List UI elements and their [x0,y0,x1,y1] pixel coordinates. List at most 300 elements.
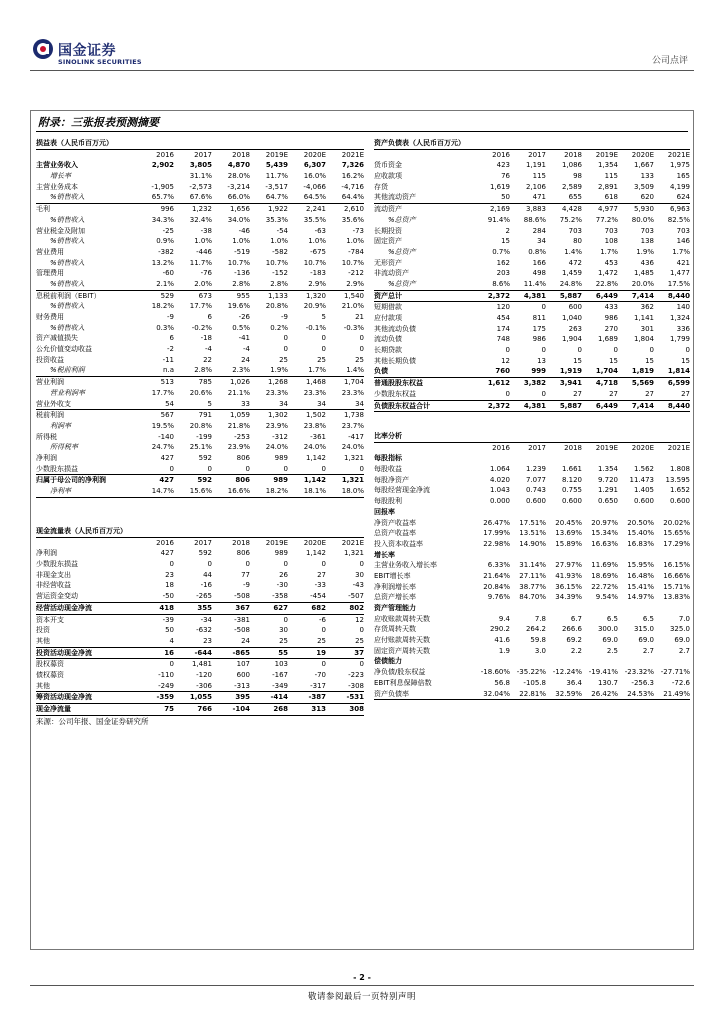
table-cell: 618 [604,193,618,202]
table-row [36,559,364,570]
table-cell: -381 [234,615,250,624]
table-cell: 989 [274,453,288,462]
table-cell: 1.4% [346,366,364,375]
table-cell: 26.47% [483,518,510,527]
row-label: 非流动资产 [374,269,409,278]
year-header: 2021E [667,443,690,452]
year-header: 2017 [194,150,212,159]
row-label: 总资产增长率 [374,593,416,602]
table-cell: 1,975 [669,161,690,170]
table-cell: 1.0% [346,237,364,246]
table-cell: 0.600 [561,497,582,506]
table-cell: n.a [163,366,174,375]
table-cell: 31.14% [519,561,546,570]
table-cell: 266.6 [561,625,582,634]
table-cell: 263 [568,324,582,333]
table-cell: 20.50% [627,518,654,527]
table-cell: -23.32% [624,668,654,677]
table-cell: 6.5 [642,614,654,623]
year-header: 2017 [528,443,546,452]
table-cell: 36.4 [566,678,582,687]
table-cell: 1,656 [229,205,250,214]
table-row [374,204,690,215]
table-row [374,550,690,561]
table-cell: -120 [196,670,212,679]
table-cell: 1.0% [194,237,212,246]
table-cell: 88.6% [523,215,546,224]
table-cell: 17.51% [519,518,546,527]
table-cell: 27 [317,570,326,579]
table-cell: 64.7% [265,193,288,202]
table-cell: 2,372 [487,291,510,300]
row-label: %销售收入 [50,323,85,332]
year-header: 2018 [232,150,250,159]
table-cell: 0.7% [492,247,510,256]
table-cell: 34.3% [151,215,174,224]
table-cell: 67.6% [189,193,212,202]
table-cell: 6,963 [669,205,690,214]
table-row [374,582,690,593]
table-cell: 5,887 [559,291,582,300]
table-cell: 1,141 [633,314,654,322]
table-cell: 703 [604,226,618,235]
table-cell: 1,320 [305,291,326,300]
table-cell: 15.65% [663,529,690,538]
table-cell: 8.120 [561,475,582,484]
row-label: 短期借款 [374,303,402,312]
table-cell: 34 [537,237,546,246]
table-cell: 20.8% [189,421,212,430]
table-cell: 1,026 [229,378,250,387]
table-cell: 16.6% [227,487,250,495]
table-cell: 436 [640,258,654,267]
table-cell: 1,321 [343,549,364,558]
table-row [36,388,364,399]
table-cell: 13.69% [555,529,582,538]
table-row [36,204,364,215]
table-cell: 4.020 [489,475,510,484]
year-header: 2018 [564,443,582,452]
table-cell: 1,704 [595,367,618,376]
table-cell: 0 [577,346,582,355]
table-cell: 336 [676,324,690,333]
table-cell: 15 [501,237,510,246]
table-cell: 1,540 [343,291,364,300]
table-cell: 21.64% [483,571,510,580]
row-label: 流动资产 [374,205,402,214]
table-cell: 0 [321,660,326,669]
table-cell: 120 [496,303,510,312]
table-cell: 1,485 [633,269,654,278]
row-label: 每股指标 [374,454,402,463]
table-cell: 1,481 [191,660,212,669]
table-cell: -43 [352,581,364,590]
table-cell: 140 [676,303,690,312]
table-cell: 290.2 [489,625,510,634]
table-cell: 166 [532,258,546,267]
table-cell: 703 [676,226,690,235]
table-cell: 513 [160,378,174,387]
table-cell: -11 [162,355,174,364]
table-cell: 15.40% [627,529,654,538]
table-cell: 498 [532,269,546,278]
table-cell: 1,142 [303,476,326,485]
row-label: 经营活动现金净流 [36,603,92,612]
table-cell: 5 [207,399,212,408]
table-cell: 811 [532,314,546,322]
table-cell: -508 [234,626,250,635]
table-row [374,656,690,667]
row-label: 资产管理能力 [374,604,416,612]
table-cell: 25 [355,355,364,364]
table-cell: -446 [196,247,212,256]
table-row [36,247,364,258]
table-cell: -104 [232,705,250,713]
table-row [36,704,364,716]
table-cell: 1,804 [633,335,654,344]
row-label: %销售收入 [50,258,85,267]
table-cell: -249 [158,681,174,690]
table-cell: 1.354 [597,465,618,474]
table-cell: 23.3% [303,388,326,397]
table-cell: 1,232 [191,205,212,214]
table-cell: 1.043 [489,486,510,495]
table-cell: -41 [238,334,250,343]
table-cell: 21.1% [227,388,250,397]
table-row [36,226,364,237]
table-cell: 0 [321,626,326,635]
table-row [374,313,690,324]
table-cell: -4 [205,345,212,354]
table-cell: 270 [604,324,618,333]
table-cell: 1.7% [672,247,690,256]
table-cell: 13.83% [663,593,690,602]
row-label: 应收款项 [374,172,402,181]
table-cell: 620 [640,193,654,202]
table-cell: -72.6 [671,678,690,687]
table-cell: -223 [348,670,364,679]
table-cell: 13.2% [151,258,174,267]
row-label: %总资产 [388,279,416,288]
table-row [374,464,690,475]
table-row [36,192,364,204]
table-cell: 84.70% [519,593,546,602]
row-label: 其他流动资产 [374,193,416,202]
table-cell: 6.7 [570,614,582,623]
table-cell: 133 [640,172,654,181]
year-header: 2018 [232,538,250,547]
table-cell: 15.6% [189,487,212,495]
table-cell: 3,509 [633,182,654,191]
table-cell: 1.064 [489,465,510,474]
table-cell: 0.743 [525,486,546,495]
row-label: 增长率 [50,172,71,181]
table-cell: -519 [234,247,250,256]
table-row [374,236,690,247]
table-cell: -16 [200,581,212,590]
row-label: 净负债/股东权益 [374,668,426,677]
table-cell: 19.6% [227,302,250,311]
table-cell: 0.9% [156,237,174,246]
table-row [374,646,690,657]
table-cell: 25 [279,355,288,364]
table-cell: 65.7% [151,193,174,202]
table-cell: -382 [158,247,174,256]
row-label: %销售收入 [50,302,85,311]
table-cell: -0.2% [191,323,212,332]
table-row [374,518,690,529]
table-cell: 34 [317,399,326,408]
table-row [36,268,364,279]
row-label: 资产总计 [374,291,402,300]
table-cell: 0 [685,346,690,355]
table-cell: -4 [243,345,250,354]
table-cell: -508 [234,592,250,601]
table-cell: 6.5 [606,614,618,623]
table-cell: 0 [505,346,510,355]
table-cell: 427 [160,549,174,558]
table-cell: 18.0% [341,487,364,495]
table-cell: 1,799 [669,335,690,344]
table-cell: 175 [532,324,546,333]
appendix-title: 附录：三张报表预测摘要 [38,116,159,129]
table-cell: -110 [158,670,174,679]
table-cell: 1,612 [487,379,510,388]
cash-flow-table [36,526,364,716]
table-cell: -2 [167,345,174,354]
row-label: 股权募资 [36,660,64,669]
table-cell: 44 [203,570,212,579]
year-header-row [374,150,690,161]
table-cell: 433 [604,303,618,312]
table-cell: -2,573 [189,182,212,191]
table-cell: 0 [283,560,288,569]
row-label: 税前利润 [36,411,64,420]
table-cell: 27.97% [555,561,582,570]
table-cell: 108 [604,237,618,246]
table-cell: 18.2% [265,487,288,495]
table-cell: 325.0 [669,625,690,634]
table-cell: -3,214 [227,182,250,191]
table-cell: 427 [159,476,174,485]
table-cell: -313 [234,681,250,690]
table-row [374,571,690,582]
table-cell: 82.5% [667,215,690,224]
table-cell: 25 [355,636,364,645]
table-row [374,485,690,496]
table-row [36,648,364,660]
table-cell: 806 [235,476,250,485]
table-cell: 1.9 [498,646,510,655]
table-cell: 34.0% [227,215,250,224]
table-cell: 5,930 [633,205,654,214]
table-cell: -784 [348,247,364,256]
table-row [36,464,364,476]
table-cell: 10.7% [341,258,364,267]
table-cell: 421 [676,258,690,267]
table-row [36,486,364,498]
table-cell: -54 [276,226,288,235]
table-row [36,215,364,226]
table-cell: 174 [496,324,510,333]
table-cell: 9.4 [498,614,510,623]
table-cell: 16.2% [341,172,364,181]
table-cell: 17.7% [189,302,212,311]
table-cell: 355 [197,603,212,612]
table-cell: -73 [352,226,364,235]
row-label: 归属于母公司的净利润 [36,476,106,485]
row-label: 少数股东损益 [36,560,78,569]
row-label: 营业利润 [36,378,64,387]
table-cell: 2 [505,226,510,235]
row-label: 负债 [374,367,388,376]
table-cell: 17.5% [667,279,690,288]
table-cell: 2.8% [232,279,250,288]
table-cell: 103 [274,660,288,669]
table-cell: -865 [232,648,250,657]
ratio-analysis-table [374,431,690,700]
table-cell: 673 [198,291,212,300]
table-row [374,171,690,182]
table-cell: -9 [167,313,174,321]
table-row [36,548,364,559]
table-cell: 37 [354,648,364,657]
table-cell: -454 [310,592,326,601]
row-label: 资本开支 [36,615,64,624]
table-cell: 0 [321,334,326,343]
year-header: 2021E [341,150,364,159]
row-label: 应付账款周转天数 [374,636,430,645]
row-label: 公允价值变动收益 [36,345,92,354]
table-cell: 0.600 [525,497,546,506]
table-cell: 56.8 [494,678,510,687]
table-cell: 50 [165,626,174,635]
table-cell: 0.5% [232,323,250,332]
table-cell: 11.473 [629,475,654,484]
logo-text-cn: 国金证券 [58,43,116,59]
table-cell: 1.652 [669,486,690,495]
table-row [36,475,364,486]
table-row [374,334,690,345]
table-cell: 27 [645,389,654,398]
table-cell: 14.7% [151,487,174,495]
table-row [36,236,364,247]
table-cell: -306 [196,681,212,690]
table-cell: 18.1% [303,487,326,495]
table-cell: -358 [272,592,288,601]
table-row [374,689,690,701]
row-label: 资产减值损失 [36,334,78,343]
table-cell: -312 [272,432,288,441]
logo-text-en: SINOLINK SECURITIES [58,58,142,66]
table-cell: 16.48% [627,571,654,580]
table-cell: 1.7% [600,247,618,256]
table-cell: 1,142 [305,549,326,558]
table-cell: 0 [541,346,546,355]
table-title: 损益表（人民币百万元） [36,139,113,147]
table-row [36,670,364,681]
row-label: 总资产收益率 [374,529,416,538]
table-row [36,160,364,171]
table-cell: -34 [200,615,212,624]
table-cell: 315.0 [633,625,654,634]
table-row [374,279,690,291]
table-cell: 22 [203,355,212,364]
table-cell: -9 [243,581,250,590]
table-cell: 35.5% [303,215,326,224]
table-row [374,453,690,464]
year-header-spacer [36,538,136,549]
table-cell: 453 [604,258,618,267]
table-cell: 1.808 [669,465,690,474]
table-cell: 4 [169,636,174,645]
year-header-row [36,150,364,161]
row-label: 管理费用 [36,269,64,278]
table-row [36,681,364,693]
table-cell: 2,610 [343,205,364,214]
table-cell: 6 [169,334,174,343]
table-cell: 2.7 [678,646,690,655]
table-cell: 802 [349,603,364,612]
table-cell: 16.0% [303,172,326,181]
table-cell: 1,142 [305,453,326,462]
table-cell: 0 [359,560,364,569]
table-cell: 0 [245,560,250,569]
table-cell: 23.3% [341,388,364,397]
table-cell: 28.0% [227,172,250,181]
row-label: 资产负债率 [374,689,409,698]
row-label: 少数股东权益 [374,389,416,398]
table-cell: -183 [310,269,326,278]
row-label: EBIT增长率 [374,571,411,580]
year-header: 2019E [265,538,288,547]
table-cell: -140 [158,432,174,441]
table-cell: 655 [568,193,582,202]
row-label: 每股净资产 [374,475,409,484]
table-cell: -136 [234,269,250,278]
sinolink-logo-icon [32,38,54,60]
appendix-divider [36,131,688,132]
table-cell: 1.0% [308,237,326,246]
table-cell: 6 [207,313,212,321]
table-row [36,377,364,388]
table-cell: 268 [273,705,288,713]
year-header: 2020E [631,150,654,159]
table-cell: 2,902 [151,161,174,170]
table-cell: 64.4% [341,193,364,202]
table-cell: 77.2% [595,215,618,224]
table-cell: 0 [169,660,174,669]
table-row [36,603,364,615]
table-cell: 4,870 [227,161,250,170]
table-cell: 18 [165,581,174,590]
row-label: %销售收入 [50,215,85,224]
table-cell: -256.3 [631,678,654,687]
table-cell: 996 [160,205,174,214]
table-cell: 301 [640,324,654,333]
table-cell: 17.29% [663,539,690,548]
table-cell: 1,667 [633,161,654,170]
row-label: %销售收入 [50,193,85,202]
table-cell: 16.63% [591,539,618,548]
table-cell: 1,354 [597,161,618,170]
table-cell: 1,738 [343,411,364,420]
table-row [374,592,690,603]
table-cell: 9.720 [597,475,618,484]
row-label: 筹资活动现金净流 [36,693,92,702]
table-cell: 1,459 [561,269,582,278]
table-cell: 989 [274,549,288,558]
